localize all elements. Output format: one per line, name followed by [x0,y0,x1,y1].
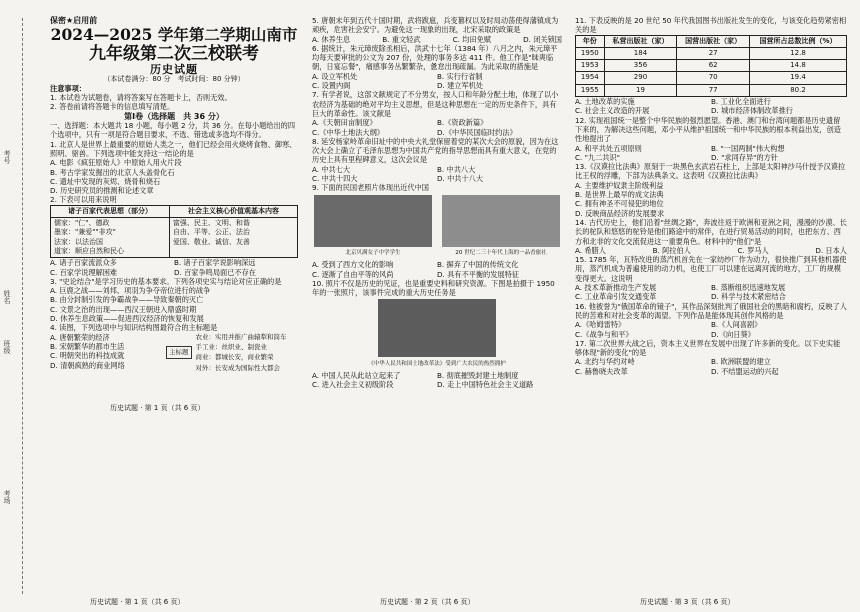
q2-option: D. 百家争鸣局面已不存在 [174,267,256,277]
q2-option: B. 诸子百家学说影响深远 [174,258,256,268]
table-row: 1955 19 77 80.2 [576,84,847,96]
q8-option: D. 中共十八大 [437,174,484,184]
binding-cut-line [22,18,23,594]
q11-option: C. 社会主义改造的开展 [575,106,650,116]
page-footer: 历史试题 · 第 1 页（共 6 页） [90,598,185,606]
note-item: 1. 本试卷为试题卷，请将答案写在答题卡上，否则无效。 [50,93,232,103]
q2-table [50,205,298,258]
q9-caption-left: 北京贝满女子中学学生 [345,249,401,256]
q4-stem: 4. 读图，下列选项中与知识结构图最符合的主标题是 [50,323,218,333]
q3-option: B. 由分封制引发的争霸战争——导致秦朝的灭亡 [50,295,204,305]
q5-option: A. 休养生息 [312,34,351,44]
q1-option: A. 电影《疯狂原始人》中原始人用火片段 [50,158,182,168]
q15-stem: 15. 1785 年，瓦特改进的蒸汽机首先在一家纺纱厂作为动力，很快推广到其他机器使用，蒸汽机成为普遍使用的动力机，也使工厂可以建在远离河流的地方，工厂的规模变得更大。这说明 [575,255,847,283]
secret-label: 保密★启用前 [50,16,98,25]
q1-option: B. 考古学家发掘出的北京人头盖骨化石 [50,167,175,177]
q8-option: A. 中共七大 [312,164,351,174]
q6-option: A. 设立军机处 [312,71,358,81]
q2-stem: 2. 下表可以用来说明 [50,195,117,205]
q13-stem: 13.《汉谟拉比法典》原刻于一块黑色玄武岩石柱上，上部是太阳神沙马什授予汉谟拉比王权的浮雕，下部为法典条文。这表明《汉谟拉比法典》 [575,162,846,181]
q11-option: A. 土地改革的实施 [575,97,635,107]
q9-stem: 9. 下面的民国老照片体现出近代中国 [312,183,429,193]
part1-instructions: 一、选择题：本大题共 18 小题，每小题 2 分，共 36 分。在每小题给出的四个选项中，只有一项是符合题目要求，不选、错选或多选均不得分。 [50,121,296,140]
q16-option: C.《战争与和平》 [575,329,633,339]
q15-option: C. 工业革命引发交通变革 [575,292,657,302]
q4-option: C. 明朝突出的科技成就 [50,351,125,361]
q14-option: A. 希腊人 [575,245,606,255]
q4-diagram-center: 主标题 [166,346,192,359]
page-footer: 历史试题 · 第 1 页（共 6 页） [110,403,205,412]
q16-option: B.《人间喜剧》 [711,320,762,330]
q10-stem: 10. 照片不仅是历史的见证，也是重要史料和研究资源。下图是拍摄于 1950 年的一张照片，该事件完成的重大历史任务是 [312,278,555,298]
q6-option: D. 建立军机处 [437,81,484,91]
binding-label-room: 考场 [3,490,11,504]
q9-option: B. 摒弃了中国的传统文化 [437,260,519,270]
q10-caption: 《中华人民共和国土地改革法》受到广大农民的热烈拥护 [368,360,506,367]
column-page-1 [50,16,298,412]
q17-option: C. 赫鲁晓夫改革 [575,366,628,376]
q12-option: A. 和平共处五项原则 [575,143,642,153]
q9-option: A. 受到了西方文化的影响 [312,260,394,270]
q10-option: C. 进入社会主义初级阶段 [312,380,394,390]
q15-option: B. 蒸断组织迅速地发展 [711,283,786,293]
column-page-2 [312,16,562,390]
q17-option: A. 北约与华约对峙 [575,357,635,367]
page-footer: 历史试题 · 第 2 页（共 6 页） [380,598,475,606]
q5-option: B. 重文轻武 [382,34,421,44]
q4-diagram-branch: 商业：都城长安，商业繁荣 [195,353,274,362]
q6-option: C. 设置内阁 [312,81,351,91]
q4-option: D. 清朝疯熟的商业网络 [50,360,125,370]
q15-option: D. 科学与技术紧密结合 [711,292,786,302]
binding-label-name: 姓名 [3,290,11,304]
q13-option: D. 反映商品经济的发展要求 [575,208,665,218]
q14-option: D. 日本人 [815,245,847,255]
q12-option: C. "九二共识" [575,152,620,162]
q8-option: C. 中共十四大 [312,174,358,184]
part1-heading: 第Ⅰ卷（选择题 共 36 分） [124,111,224,121]
q11-header: 国营出版社（家） [677,35,750,47]
q3-option: A. 巨鹿之战——刘邦、项羽为争夺帝位进行的战争 [50,286,211,296]
q9-photo-students [314,195,432,247]
q5-option: D. 闭关锁国 [523,34,562,44]
page-footer: 历史试题 · 第 3 页（共 6 页） [640,598,735,606]
q13-option: C. 拥有神圣不可侵犯的地位 [575,199,664,209]
q5-option: C. 均田免赋 [452,34,491,44]
q2-option: C. 百家学说理解困难 [50,267,118,277]
time-info: （本试卷满分：80 分 考试时间：80 分钟） [103,74,245,83]
q9-photo-hotel [442,195,560,247]
q11-table [575,35,847,97]
q10-option: A. 中国人民从此站立起来了 [312,371,401,381]
q4-option: B. 宋朝繁华的都市生活 [50,341,125,351]
note-item: 2. 答卷前请将答题卡的信息填写清楚。 [50,102,175,112]
q1-stem: 1. 北京人是世界上最重要的原始人类之一，他们已经会用火烧烤食物、御寒、照明、驱兽。下列选项中能支持这一结论的是 [50,139,297,158]
q2-option: A. 诸子百家流派众多 [50,258,117,268]
q9-option: C. 逐渐了自由平等的风尚 [312,269,394,279]
q7-option: B.《资政新篇》 [437,118,488,128]
table-row: 1954 290 70 19.4 [576,72,847,84]
q7-stem: 7. 有学者说，这部文献规定了不分男女，按人口和年龄分配土地，体现了以小农经济为基础的绝对平均主义思想，但是这种思想在一定的历史条件下，具有巨大的革命性。该文献是 [312,90,559,118]
q17-stem: 17. 第二次世界大战之后，资本主义世界在发展中出现了许多新的变化。以下史实能够体现"新的变化"的是 [575,338,841,358]
q17-option: D. 不结盟运动的兴起 [711,366,779,376]
q14-stem: 14. 古代历史上，他们沿着"丝绸之路"，奔波往返于欧洲和亚洲之间，漫漫的沙漠、长长的驼队和悠悠的驼铃是他们路途中的常伴，在进行贸易活动的同时，也把东方、西方和北非的文化交流促进这一重要角色。材料中的"他们"是 [575,217,847,246]
q3-option: C. 文景之治的出现——西汉王朝进入鼎盛时期 [50,304,197,314]
table-row: 1953 356 62 14.8 [576,60,847,72]
q8-option: B. 中共八大 [437,164,476,174]
q6-option: B. 实行行省制 [437,71,483,81]
q13-option: A. 主要维护奴隶主阶级利益 [575,180,664,190]
q1-option: C. 遗址中发现的灰烬、烧骨和烧石 [50,176,161,186]
q13-option: B. 是世界上最早的成文法典 [575,190,664,200]
q10-option: B. 彻底摧毁封建土地制度 [437,371,519,381]
notes-heading: 注意事项： [50,83,86,93]
q7-option: C.《中华土地法大纲》 [312,127,384,137]
q11-header: 年份 [576,35,605,47]
q16-stem: 16. 他被誉为"俄国革命的镜子"，其作品深刻批判了俄国社会的黑暗和腐朽，反映了人民的苦难和对社会变革的渴望。下列作品是能体现其创作风格的是 [575,301,847,320]
q7-option: A.《天朝田亩制度》 [312,118,377,128]
q10-option: D. 走上中国特色社会主义道路 [437,380,534,390]
q2-table-header: 社会主义核心价值观基本内容 [169,205,297,217]
q16-option: A.《哈姆雷特》 [575,320,626,330]
q7-option: D.《中华民国临时约法》 [437,127,517,137]
q1-option: D. 历史研究员的推测和论述文章 [50,186,154,196]
q2-options [50,258,298,277]
q4-knowledge-diagram [166,333,287,373]
exam-title-line2: 九年级第二次三校联考 [89,44,259,65]
q10-photo-land-reform [378,299,496,357]
binding-label-exam-no: 考号 [3,150,11,164]
q5-stem: 5. 唐朝末年到五代十国时期，武将跋扈，兵变篡权以及时局动荡使得藩镇成为顽疾，危害社会安宁。为避免这一现象的出现，北宋采取的政策是 [312,16,559,35]
q11-option: B. 工业化全面进行 [711,97,771,107]
column-page-3 [575,16,847,376]
q4-diagram-branch: 手工业：丝织业、制瓷业 [195,342,267,351]
q11-option: D. 城市经济体制改革推行 [711,106,793,116]
q15-option: A. 技术革新推动生产发展 [575,283,657,293]
q12-stem: 12. 实现祖国统一是整个中华民族的强烈愿望。香港、澳门和台湾问题都是历史遗留下来的，为解决这些问题，邓小平从维护祖国统一和中华民族的根本利益出发，创造性地提出了 [575,115,841,144]
q16-option: D.《向日葵》 [711,329,755,339]
q9-option: D. 具有不平衡的发展特征 [437,269,519,279]
q14-option: C. 罗马人 [737,245,769,255]
q3-option: D. 休养生息政策——促进西汉经济的恢复和发展 [50,314,204,324]
q11-header: 私营出版社（家） [604,35,677,47]
q3-stem: 3. "史论结合"是学习历史的基本要求。下列各项史实与结论对应正确的是 [50,276,282,286]
q14-option: B. 阿拉伯人 [652,245,691,255]
q4-diagram-branch: 对外：长安成为国际性大都会 [195,363,280,372]
exam-title-line1: 2024—2025 学年第二学期山南市 [50,25,298,45]
q12-option: D. "求同存异"的方针 [711,152,779,162]
q4-option: A. 唐朝繁荣的经济 [50,332,110,342]
q6-stem: 6. 据统计，朱元璋废除丞相后，洪武十七年（1384 年）八月之内，朱元璋平均每天要审批的公文为 207 份，处理的事务多达 411 件。他工作是"昧爽临朝，日宴忘餐"，痛感事务丛繁繁杂，惫怠出现疏漏。为此采取的措施是 [312,43,558,72]
q11-header: 国营所占总数比例（%） [750,35,847,47]
binding-label-class: 班级 [3,340,11,354]
q2-table-right: 富强、民主、文明、和谐 自由、平等、公正、法治 爱国、敬业、诚信、友善 [169,218,297,258]
q8-stem: 8. 延安杨家岭革命旧址中的中央大礼堂保留着党的某次大会的原貌，因为在这次大会上确立了毛泽东思想为中国共产党的指导思想而具有重大意义，在党的历史上具有里程碑意义，这次会议是 [312,136,559,165]
table-row: 1950 184 27 12.8 [576,47,847,59]
binding-strip [0,0,44,612]
q4-diagram-branch: 农业：实用并推广曲辕犁和筒车 [195,332,287,341]
subject-title: 历史试题 [150,63,198,77]
q9-caption-right: 20 世纪二三十年代上海的一品香旅社 [455,249,547,256]
q11-stem: 11. 下表反映的是 20 世纪 50 年代我国图书出版社发生的变化，与该变化趋势紧密相关的是 [575,16,847,35]
q2-table-header: 诸子百家代表思想（部分） [51,205,170,217]
q17-option: B. 欧洲联盟的建立 [711,357,771,367]
q12-option: B. "一国两制"伟大构想 [711,143,785,153]
q2-table-left: 儒家："仁"、德政 墨家："兼爱""非攻" 法家：以法治国 道家：顺应自然和民心 [51,218,170,258]
